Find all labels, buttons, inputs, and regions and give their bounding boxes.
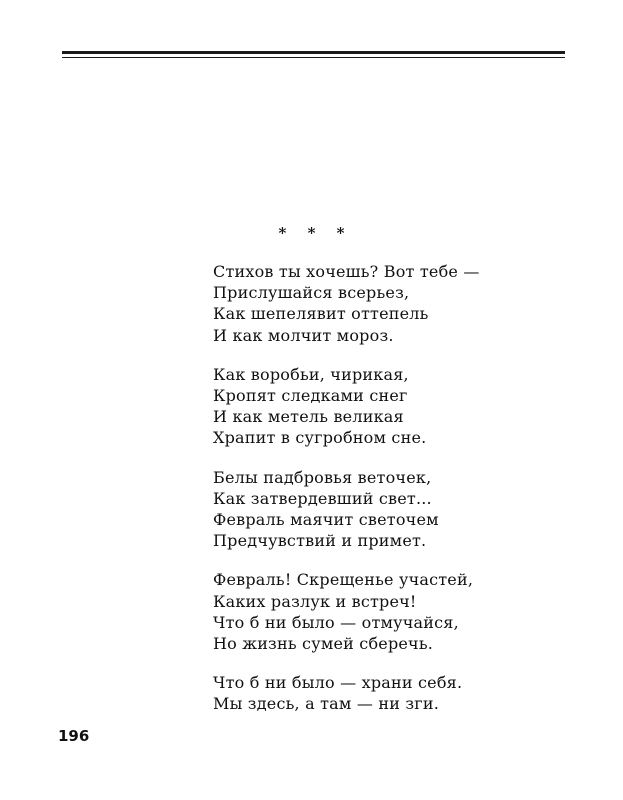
poem-line: И как молчит мороз. [213, 325, 394, 345]
poem-line: Февраль! Скрещенье участей, [213, 570, 474, 590]
page-number: 196 [58, 727, 90, 745]
top-rule-thin [62, 57, 565, 58]
poem-line: И как метель великая [213, 407, 404, 427]
poem-line: Мы здесь, а там — ни зги. [213, 694, 439, 714]
poem-line: Белы падбровья веточек, [213, 467, 432, 487]
top-rule-thick [62, 51, 565, 54]
stanza-2 [213, 364, 593, 449]
poem-line: Стихов ты хочешь? Вот тебе — [213, 262, 480, 281]
poem-line: Февраль маячит светочем [213, 510, 439, 530]
stanza-5 [213, 672, 593, 714]
poem-line: Каких разлук и встреч! [213, 591, 417, 611]
poem-line: Что б ни было — отмучайся, [213, 612, 459, 632]
stanza-3 [213, 467, 593, 552]
poem [213, 261, 593, 733]
section-asterisks: * * * [278, 224, 353, 242]
poem-line: Что б ни было — храни себя. [213, 673, 463, 693]
poem-line: Как воробьи, чирикая, [213, 364, 409, 384]
poem-line: Предчувствий и примет. [213, 531, 427, 551]
stanza-1 [213, 261, 593, 346]
poem-line: Прислушайся всерьез, [213, 283, 410, 303]
poem-line: Как затвердевший свет... [213, 488, 432, 508]
poem-line: Храпит в сугробном сне. [213, 428, 427, 448]
poem-line: Как шепелявит оттепель [213, 304, 429, 324]
stanza-4 [213, 569, 593, 654]
poem-line: Кропят следками снег [213, 386, 408, 406]
poem-line: Но жизнь сумей сберечь. [213, 634, 434, 654]
